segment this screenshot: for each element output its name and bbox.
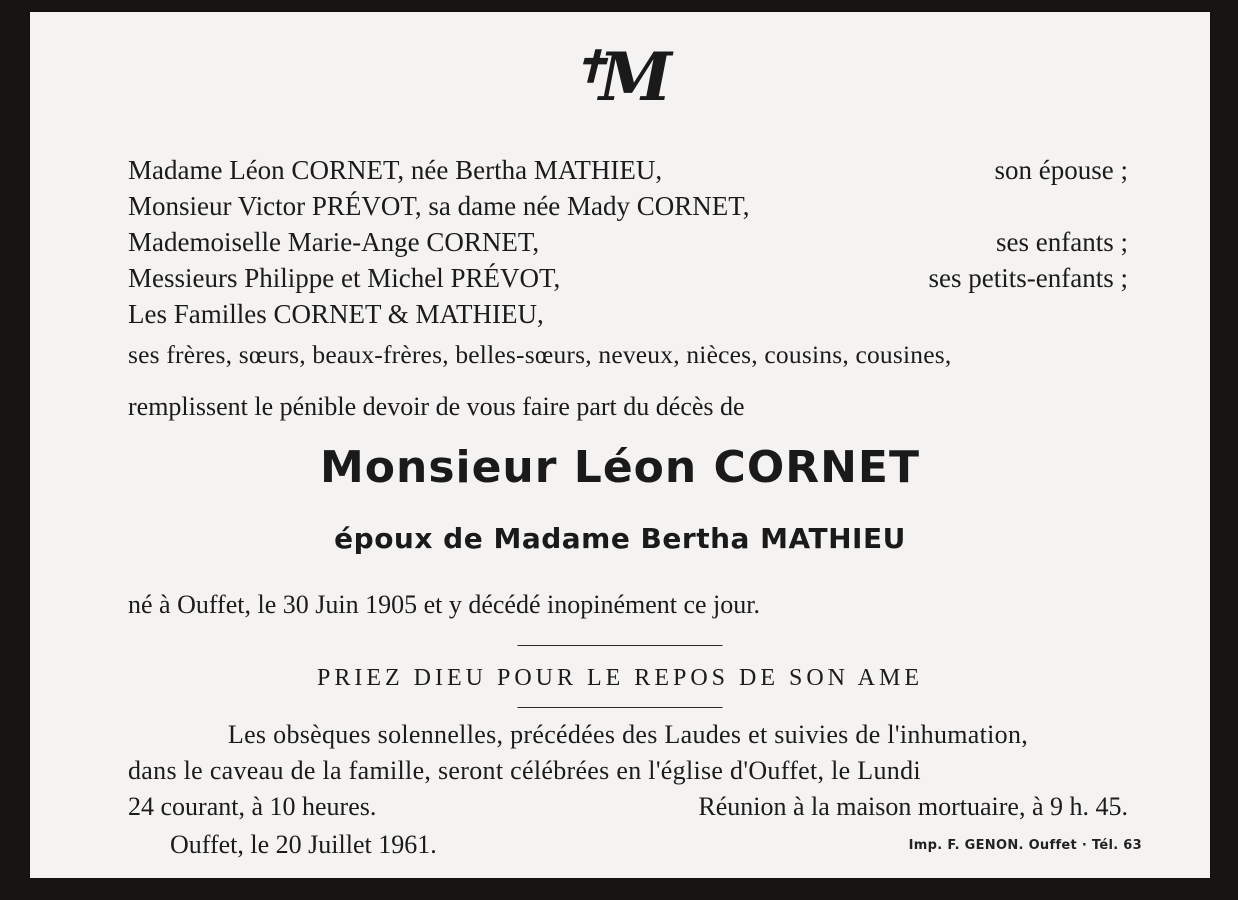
memorial-card [30, 12, 1210, 878]
gathering-info: Réunion à la maison mortuaire, à 9 h. 45. [698, 792, 1128, 821]
printer-credit: Imp. F. GENON. Ouffet · Tél. 63 [908, 838, 1142, 853]
family-row-right: son épouse ; [994, 155, 1128, 185]
announcement-line: remplissent le pénible devoir de vous faire part du décès de [128, 392, 745, 421]
deceased-name: Monsieur Léon CORNET [319, 442, 920, 493]
family-row [128, 152, 1128, 188]
service-time: 24 courant, à 10 heures. [128, 792, 377, 821]
service-details [128, 717, 1128, 825]
prayer-line: PRIEZ DIEU POUR LE REPOS DE SON AME [316, 665, 924, 691]
family-row [128, 296, 1128, 332]
divider-bottom [518, 707, 723, 708]
divider-top [518, 645, 723, 646]
service-line-2: dans le caveau de la famille, seront célébrées en l'église d'Ouffet, le Lundi [128, 756, 921, 785]
family-row-right: ses enfants ; [996, 227, 1128, 257]
place-and-date: Ouffet, le 20 Juillet 1961. [170, 830, 437, 859]
relatives-line: ses frères, sœurs, beaux-frères, belles-sœurs, neveux, nièces, cousins, cousines, [128, 340, 952, 369]
monogram [30, 38, 1210, 116]
family-row-left: Messieurs Philippe et Michel PRÉVOT, [128, 263, 561, 293]
family-row [128, 188, 1128, 224]
deceased-spouse: époux de Madame Bertha MATHIEU [334, 522, 906, 555]
family-row-left: Mademoiselle Marie-Ange CORNET, [128, 227, 540, 257]
family-row [128, 224, 1128, 260]
family-row-left: Monsieur Victor PRÉVOT, sa dame née Mady CORNET, [128, 191, 750, 221]
service-line-3 [128, 789, 1128, 825]
cross-icon: ✝ [572, 42, 599, 93]
service-line-1: Les obsèques solennelles, précédées des Laudes et suivies de l'inhumation, [227, 720, 1029, 749]
family-row-left: Madame Léon CORNET, née Bertha MATHIEU, [128, 155, 663, 185]
family-list [128, 152, 1128, 424]
family-row-right: ses petits-enfants ; [928, 263, 1128, 293]
monogram-letters: M [598, 38, 668, 116]
family-row [128, 260, 1128, 296]
family-row-left: Les Familles CORNET & MATHIEU, [128, 299, 544, 329]
birth-death-line: né à Ouffet, le 30 Juin 1905 et y décédé inopinément ce jour. [128, 590, 760, 619]
